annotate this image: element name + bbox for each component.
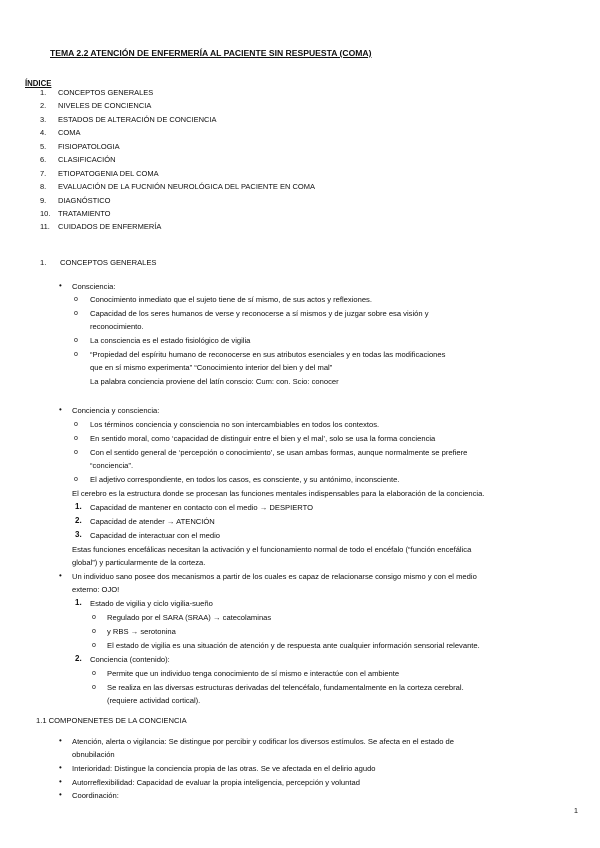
section-1-heading: CONCEPTOS GENERALES: [60, 258, 157, 267]
list-item: En sentido moral, como ‘capacidad de distinguir entre el bien y el mal’, solo se usa la forma conciencia: [90, 434, 436, 443]
numbered-marker: 2.: [75, 654, 82, 663]
sub-bullet-icon: o: [74, 351, 78, 358]
list-item-continuation: La palabra conciencia proviene del latín conscio: Cum: con. Scio: conocer: [90, 377, 339, 386]
component-item: Interioridad: Distingue la conciencia propia de las otras. Se ve afectada en el delirio agudo: [72, 764, 376, 773]
sub-bullet-icon: o: [92, 670, 96, 677]
numbered-item: Capacidad de mantener en contacto con el medio → DESPIERTO: [90, 503, 314, 512]
component-item: Coordinación:: [72, 791, 119, 800]
index-heading: ÍNDICE: [25, 79, 52, 88]
sub-bullet-icon: o: [92, 642, 96, 649]
list-item: y RBS → serotonina: [107, 627, 176, 636]
sub-bullet-icon: o: [74, 310, 78, 317]
numbered-item: Capacidad de atender → ATENCIÓN: [90, 517, 215, 526]
list-item: Conocimiento inmediato que el sujeto tiene de sí mismo, de sus actos y reflexiones.: [90, 295, 372, 304]
numbered-item: Estado de vigilia y ciclo vigilia-sueño: [90, 599, 213, 608]
list-item: Se realiza en las diversas estructuras derivadas del telencéfalo, fundamentalmente en la corteza cerebral.: [107, 683, 464, 692]
numbered-marker: 1.: [75, 502, 82, 511]
sub-bullet-icon: o: [92, 614, 96, 621]
section-1-1-heading: 1.1 COMPONENETES DE LA CONCIENCIA: [36, 716, 187, 725]
section-1-number: 1.: [40, 258, 47, 267]
component-item-continuation: obnubilación: [72, 750, 115, 759]
table-of-contents: [25, 88, 565, 236]
consciencia-label: Consciencia:: [72, 282, 116, 291]
funciones-paragraph-line: global”) y particularmente de la corteza.: [72, 558, 206, 567]
bullet-icon: •: [59, 405, 62, 414]
toc-item: 4. COMA: [40, 128, 81, 138]
sub-bullet-icon: o: [74, 476, 78, 483]
list-item-continuation: (requiere actividad cortical).: [107, 696, 201, 705]
sub-bullet-icon: o: [74, 421, 78, 428]
toc-item: 6. CLASIFICACIÓN: [40, 155, 116, 165]
sub-bullet-icon: o: [74, 337, 78, 344]
list-item: Los términos conciencia y consciencia no son intercambiables en todos los contextos.: [90, 420, 380, 429]
toc-item: 2. NIVELES DE CONCIENCIA: [40, 101, 152, 111]
sub-bullet-icon: o: [92, 628, 96, 635]
toc-item: 7. ETIOPATOGENIA DEL COMA: [40, 168, 159, 178]
sub-bullet-icon: o: [74, 296, 78, 303]
funciones-paragraph-line: Estas funciones encefálicas necesitan la activación y el funcionamiento normal de todo el encéfalo (“función encefálica: [72, 545, 472, 554]
individuo-paragraph-line: externo: OJO!: [72, 585, 120, 594]
bullet-icon: •: [59, 777, 62, 786]
bullet-icon: •: [59, 790, 62, 799]
toc-item: 3. ESTADOS DE ALTERACIÓN DE CONCIENCIA: [40, 114, 217, 124]
list-item: El adjetivo correspondiente, en todos los casos, es consciente, y su antónimo, inconsciente.: [90, 475, 400, 484]
list-item: La consciencia es el estado fisiológico de vigilia: [90, 336, 251, 345]
sub-bullet-icon: o: [92, 684, 96, 691]
bullet-icon: •: [59, 736, 62, 745]
list-item: Capacidad de los seres humanos de verse y reconocerse a sí mismos y de juzgar sobre esa visión y: [90, 309, 429, 318]
sub-bullet-icon: o: [74, 435, 78, 442]
list-item: Con el sentido general de ‘percepción o conocimiento’, se usan ambas formas, aunque normalmente se prefiere: [90, 448, 468, 457]
toc-item: 1. CONCEPTOS GENERALES: [40, 88, 154, 97]
cerebro-paragraph: El cerebro es la estructura donde se procesan las funciones mentales indispensables para la elaboración de la conciencia.: [72, 489, 485, 498]
list-item-continuation: que en sí mismo experimenta” “Conocimiento interior del bien y del mal”: [90, 363, 333, 372]
toc-item: 9. DIAGNÓSTICO: [40, 195, 111, 205]
bullet-icon: •: [59, 571, 62, 580]
document-title: TEMA 2.2 ATENCIÓN DE ENFERMERÍA AL PACIENTE SIN RESPUESTA (COMA): [50, 48, 372, 58]
numbered-item: Conciencia (contenido):: [90, 655, 170, 664]
component-item: Atención, alerta o vigilancia: Se distingue por percibir y codificar los diversos estímulos. Se afecta en el estado de: [72, 737, 455, 746]
component-item: Autorreflexibilidad: Capacidad de evaluar la propia inteligencia, percepción y voluntad: [72, 778, 360, 787]
numbered-item: Capacidad de interactuar con el medio: [90, 531, 221, 540]
list-item-continuation: reconocimiento.: [90, 322, 144, 331]
bullet-icon: •: [59, 281, 62, 290]
list-item: Permite que un individuo tenga conocimiento de sí mismo e interactúe con el ambiente: [107, 669, 400, 678]
list-item-continuation: “conciencia”.: [90, 461, 134, 470]
list-item: El estado de vigilia es una situación de atención y de respuesta ante cualquier información sensorial relevante.: [107, 641, 480, 650]
toc-item: 10. TRATAMIENTO: [40, 208, 111, 218]
numbered-marker: 1.: [75, 598, 82, 607]
toc-item: 11. CUIDADOS DE ENFERMERÍA: [40, 222, 162, 232]
sub-bullet-icon: o: [74, 449, 78, 456]
toc-item: 5. FISIOPATOLOGIA: [40, 141, 120, 151]
page-number: 1: [573, 806, 578, 815]
individuo-paragraph-line: Un individuo sano posee dos mecanismos a partir de los cuales es capaz de relacionarse consigo mismo y con el medio: [72, 572, 477, 581]
list-item: Regulado por el SARA (SRAA) → catecolaminas: [107, 613, 272, 622]
numbered-marker: 3.: [75, 530, 82, 539]
conciencia-vs-label: Conciencia y consciencia:: [72, 406, 160, 415]
numbered-marker: 2.: [75, 516, 82, 525]
toc-item: 8. EVALUACIÓN DE LA FUCNIÓN NEUROLÓGICA DEL PACIENTE EN COMA: [40, 182, 315, 192]
bullet-icon: •: [59, 763, 62, 772]
list-item: “Propiedad del espíritu humano de reconocerse en sus atributos esenciales y en todas las modificaciones: [90, 350, 446, 359]
